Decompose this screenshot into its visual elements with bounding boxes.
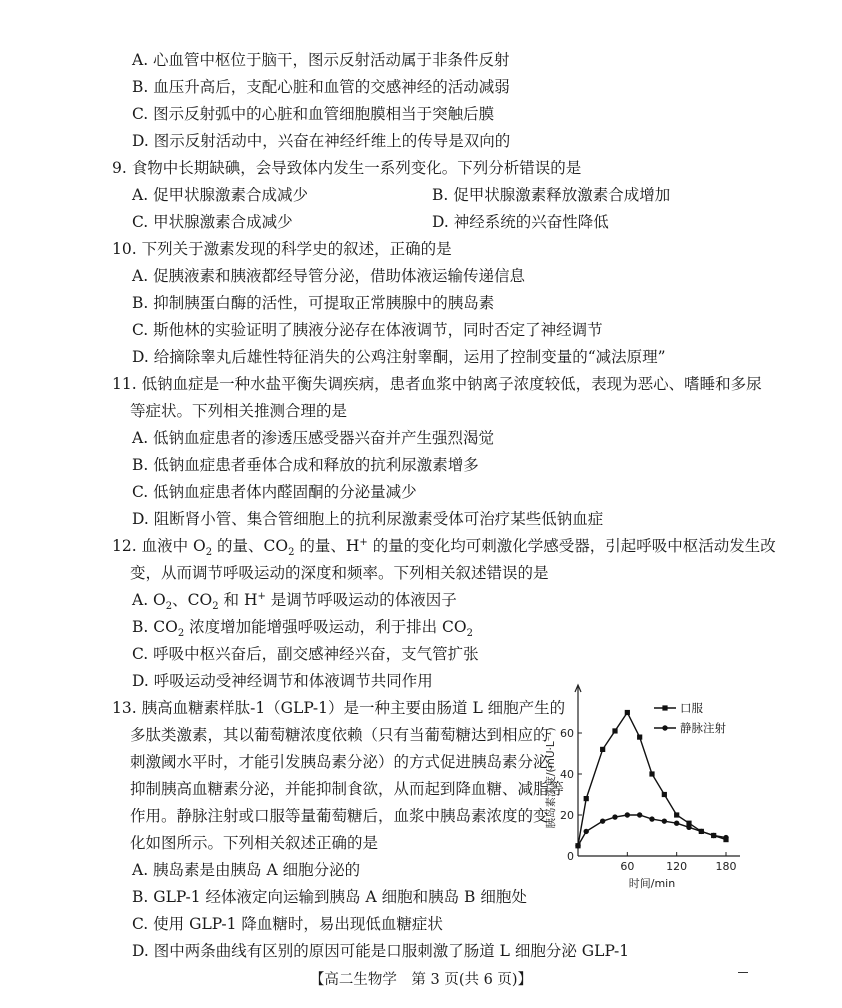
data-point-circle (699, 829, 704, 834)
legend-marker-circle (662, 725, 667, 730)
data-point-circle (686, 825, 691, 830)
q13-stem-line4: 抑制胰高血糖素分泌，并能抑制食欲，从而起到降血糖、减脂等 (130, 780, 565, 798)
q13-option-a: A. 胰岛素是由胰岛 A 细胞分泌的 (132, 861, 361, 879)
y-tick-label: 40 (560, 768, 574, 781)
data-point-square (612, 728, 617, 733)
q11-stem-line2: 等症状。下列相关推测合理的是 (130, 402, 348, 420)
data-point-circle (625, 812, 630, 817)
legend-label: 口服 (680, 701, 703, 715)
q8-option-a: A. 心血管中枢位于脑干，图示反射活动属于非条件反射 (132, 51, 510, 69)
y-tick-label: 20 (560, 809, 574, 822)
q11-option-b: B. 低钠血症患者垂体合成和释放的抗利尿激素增多 (132, 456, 479, 474)
q12-option-a: A. $O_2$、$CO_2$ 和 H+ 是调节呼吸运动的体液因子 (132, 590, 457, 613)
chart-legend (654, 701, 726, 735)
x-axis-label: 时间/min (628, 877, 676, 890)
data-point-circle (612, 814, 617, 819)
data-point-square (649, 771, 654, 776)
data-point-square (600, 747, 605, 752)
q10-option-b: B. 抑制胰蛋白酶的活性，可提取正常胰腺中的胰岛素 (132, 294, 495, 312)
data-point-circle (584, 829, 589, 834)
q8-option-d: D. 图示反射活动中，兴奋在神经纤维上的传导是双向的 (132, 132, 511, 150)
q9-stem: 9. 食物中长期缺碘，会导致体内发生一系列变化。下列分析错误的是 (112, 159, 582, 177)
chart-axes (544, 685, 740, 890)
q10-option-d: D. 给摘除睾丸后雄性特征消失的公鸡注射睾酮，运用了控制变量的“减法原理” (132, 348, 666, 366)
legend-marker-square (662, 705, 667, 710)
x-tick-label: 120 (666, 860, 688, 873)
q13-stem-line3: 刺激阈水平时，才能引发胰岛素分泌）的方式促进胰岛素分泌， (130, 753, 565, 771)
data-point-circle (723, 835, 728, 840)
insulin-concentration-chart (540, 680, 750, 892)
q13-option-b: B. GLP-1 经体液定向运输到胰岛 A 细胞和胰岛 B 细胞处 (132, 888, 527, 906)
data-point-square (674, 812, 679, 817)
q11-option-a: A. 低钠血症患者的渗透压感受器兴奋并产生强烈渴觉 (132, 429, 495, 447)
x-tick-label: 180 (715, 860, 737, 873)
y-tick-label: 0 (567, 850, 574, 863)
q12-stem-line2: 变，从而调节呼吸运动的深度和频率。下列相关叙述错误的是 (130, 564, 549, 582)
data-point-square (625, 710, 630, 715)
q12-option-d: D. 呼吸运动受神经调节和体液调节共同作用 (132, 672, 433, 690)
q12-option-b: B. $CO_2$ 浓度增加能增强呼吸运动，利于排出 $CO_2$ (132, 618, 473, 640)
q12-option-c: C. 呼吸中枢兴奋后，副交感神经兴奋，支气管扩张 (132, 645, 479, 663)
q8-option-c: C. 图示反射弧中的心脏和血管细胞膜相当于突触后膜 (132, 105, 495, 123)
q9-option-d: D. 神经系统的兴奋性降低 (432, 213, 609, 231)
q13-option-c: C. 使用 GLP-1 降血糖时，易出现低血糖症状 (132, 915, 443, 933)
y-axis-label: 胰岛素浓度/(mU·L⁻¹) (545, 727, 557, 829)
q11-option-c: C. 低钠血症患者体内醛固酮的分泌量减少 (132, 483, 417, 501)
q11-stem-line1: 11. 低钠血症是一种水盐平衡失调疾病，患者血浆中钠离子浓度较低，表现为恶心、嗜睡和多尿 (112, 375, 762, 393)
q13-stem-line6: 化如图所示。下列相关叙述正确的是 (130, 834, 379, 852)
data-point-circle (575, 843, 580, 848)
data-point-circle (649, 816, 654, 821)
q10-stem: 10. 下列关于激素发现的科学史的叙述，正确的是 (112, 240, 452, 258)
footer-mark (738, 972, 748, 973)
data-point-circle (711, 833, 716, 838)
q13-stem-line5: 作用。静脉注射或口服等量葡萄糖后，血浆中胰岛素浓度的变 (130, 807, 549, 825)
data-point-square (662, 792, 667, 797)
data-point-circle (674, 821, 679, 826)
q10-option-c: C. 斯他林的实验证明了胰液分泌存在体液调节，同时否定了神经调节 (132, 321, 603, 339)
q10-option-a: A. 促胰液素和胰液都经导管分泌，借助体液运输传递信息 (132, 267, 526, 285)
data-point-circle (662, 818, 667, 823)
q13-stem-line2: 多肽类激素，其以葡萄糖浓度依赖（只有当葡萄糖达到相应的 (130, 726, 549, 744)
q8-option-b: B. 血压升高后，支配心脏和血管的交感神经的活动减弱 (132, 78, 510, 96)
y-tick-label: 60 (560, 727, 574, 740)
q9-option-b: B. 促甲状腺激素释放激素合成增加 (432, 186, 671, 204)
data-point-circle (600, 818, 605, 823)
data-point-square (637, 735, 642, 740)
q9-option-c: C. 甲状腺激素合成减少 (132, 213, 293, 231)
page-footer: 【高二生物学 第 3 页(共 6 页)】 (309, 972, 533, 988)
x-tick-label: 60 (620, 860, 635, 873)
q11-option-d: D. 阻断肾小管、集合管细胞上的抗利尿激素受体可治疗某些低钠血症 (132, 510, 604, 528)
q13-option-d: D. 图中两条曲线有区别的原因可能是口服刺激了肠道 L 细胞分泌 GLP-1 (132, 942, 630, 960)
q12-stem-line1: 12. 血液中 $O_2$ 的量、$CO_2$ 的量、H+ 的量的变化均可刺激化学感受器，引起呼吸中枢活动发生改 (112, 536, 776, 559)
data-point-square (584, 796, 589, 801)
legend-label: 静脉注射 (680, 721, 726, 735)
data-point-circle (637, 812, 642, 817)
q13-stem-line1: 13. 胰高血糖素样肽-1（GLP-1）是一种主要由肠道 L 细胞产生的 (112, 699, 566, 717)
q9-option-a: A. 促甲状腺激素合成减少 (132, 186, 309, 204)
